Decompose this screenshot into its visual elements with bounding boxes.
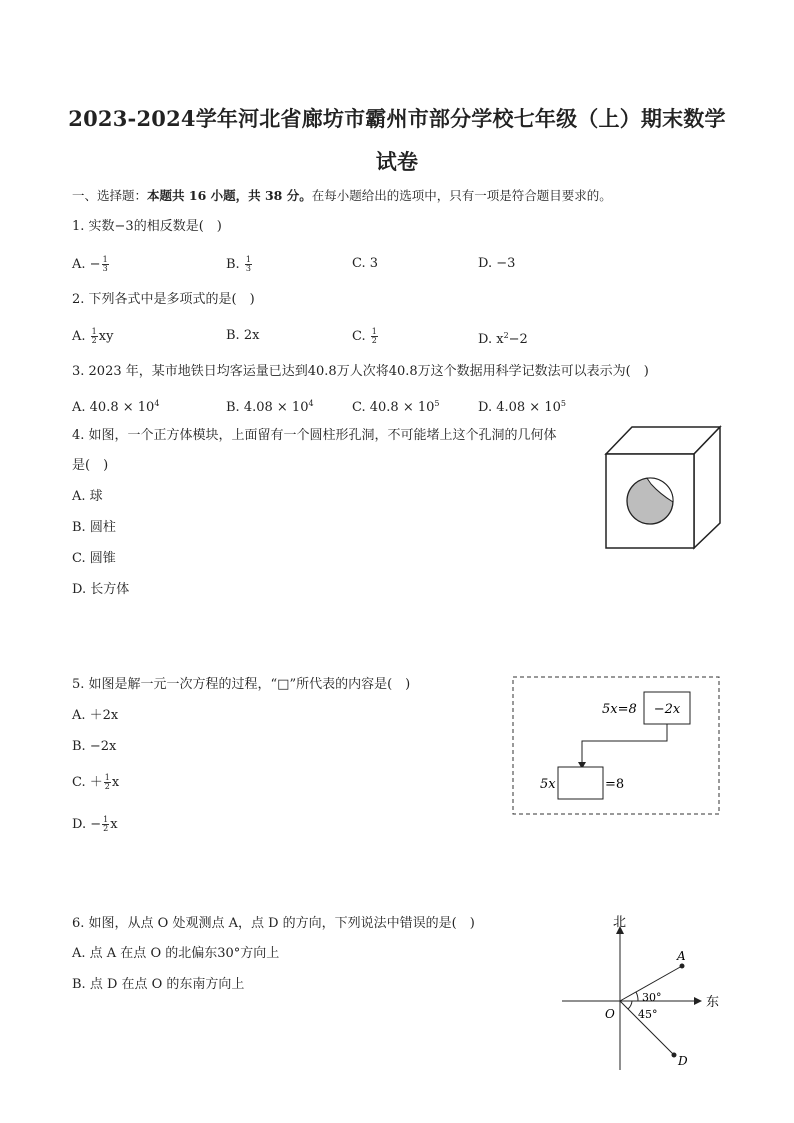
label-angle-30: 30° <box>642 991 662 1004</box>
q5-c-num: 1 <box>104 773 110 782</box>
angle-arc-45 <box>628 1001 632 1009</box>
q4-option-d: D. 长方体 <box>72 582 130 597</box>
fig-left: 5x <box>540 777 556 792</box>
q4-cube-figure <box>604 424 724 552</box>
q3-c-exp: 5 <box>434 399 440 408</box>
q4-option-c: C. 圆锥 <box>72 551 116 566</box>
q2-c-fraction <box>371 328 378 345</box>
q2-d-label: D. x <box>478 332 504 347</box>
q1-a-label: A. <box>72 257 86 272</box>
q1-option-c: C. 3 <box>352 256 379 271</box>
q1-a-den: 3 <box>102 264 108 273</box>
q2-c-label: C. <box>352 329 366 344</box>
q1-b-den: 3 <box>245 264 251 273</box>
q1-a-fraction <box>102 256 109 273</box>
label-O: O <box>605 1007 615 1021</box>
q5-stem: 5. 如图是解一元一次方程的过程，“□”所代表的内容是( ) <box>72 677 411 692</box>
q1-b-fraction <box>245 256 252 273</box>
q1-option-b <box>226 256 253 273</box>
q5-option-b: B. −2x <box>72 739 117 754</box>
angle-arc-30 <box>636 992 638 1001</box>
q3-b-text: B. 4.08 × 10 <box>226 400 309 415</box>
q5-equation-figure <box>512 676 722 816</box>
q5-c-tail: x <box>111 775 120 790</box>
title-line-1: 2023-2024学年河北省廊坊市霸州市部分学校七年级（上）期末数学 <box>68 106 726 131</box>
q3-stem: 3. 2023 年，某市地铁日均客运量已达到40.8万人次将40.8万这个数据用科学记数法可以表示为( ) <box>72 364 649 379</box>
q3-option-d <box>478 396 566 416</box>
q1-a-sign: − <box>89 257 101 272</box>
q3-option-b <box>226 396 314 416</box>
fig-arrow-line <box>582 724 667 764</box>
q5-c-den: 2 <box>104 782 110 791</box>
q1-b-num: 1 <box>245 255 251 264</box>
q3-option-c <box>352 396 440 416</box>
q5-d-tail: x <box>110 817 118 832</box>
q2-c-den: 2 <box>371 336 377 345</box>
q2-a-den: 2 <box>91 336 97 345</box>
q1-stem: 1. 实数−3的相反数是( ) <box>72 219 222 234</box>
label-angle-45: 45° <box>638 1008 658 1021</box>
q2-a-label: A. <box>72 329 86 344</box>
q1-b-label: B. <box>226 257 240 272</box>
q2-option-c <box>352 328 379 345</box>
title-line-2: 试卷 <box>375 149 419 174</box>
q2-d-tail: −2 <box>508 332 528 347</box>
section-desc-bold: 本题共 16 小题，共 38 分。 <box>147 188 312 203</box>
q4-stem-line-1: 4. 如图，一个正方体模块，上面留有一个圆柱形孔洞，不可能堵上这个孔洞的几何体 <box>72 428 557 443</box>
q5-option-a: A. ＋2x <box>72 708 119 723</box>
fig-eq1: 5x=8 <box>602 702 637 717</box>
q3-a-text: A. 40.8 × 10 <box>72 400 155 415</box>
q5-c-label: C. ＋ <box>72 775 103 790</box>
q3-c-text: C. 40.8 × 10 <box>352 400 435 415</box>
q2-a-num: 1 <box>91 327 97 336</box>
label-D: D <box>678 1054 688 1068</box>
q5-c-fraction <box>104 774 111 791</box>
q1-option-a <box>72 256 110 273</box>
q2-option-a <box>72 328 113 345</box>
q6-option-a: A. 点 A 在点 O 的北偏东30°方向上 <box>72 946 280 961</box>
q1-a-num: 1 <box>102 255 108 264</box>
q2-option-d <box>478 328 528 348</box>
q3-d-text: D. 4.08 × 10 <box>478 400 561 415</box>
q3-a-exp: 4 <box>154 399 160 408</box>
label-A: A <box>677 949 686 963</box>
q3-b-exp: 4 <box>308 399 314 408</box>
q2-stem: 2. 下列各式中是多项式的是( ) <box>72 292 255 307</box>
q6-stem: 6. 如图，从点 O 处观测点 A，点 D 的方向，下列说法中错误的是( ) <box>72 916 475 931</box>
point-A <box>680 964 685 969</box>
section-desc: 在每小题给出的选项中，只有一项是符合题目要求的。 <box>311 188 612 203</box>
q5-option-d <box>72 816 118 833</box>
q5-d-fraction <box>102 816 109 833</box>
fig-box-2 <box>558 767 603 799</box>
fig-box-1-text: −2x <box>653 702 681 717</box>
fig-right: =8 <box>605 777 625 792</box>
q2-a-fraction <box>91 328 98 345</box>
label-east: 东 <box>706 995 720 1010</box>
q5-option-c <box>72 774 119 791</box>
q2-option-b: B. 2x <box>226 328 260 343</box>
q4-stem-line-2: 是( ) <box>72 458 109 473</box>
section-prefix: 一、选择题： <box>72 188 148 203</box>
q5-d-num: 1 <box>103 815 109 824</box>
section-header <box>72 188 612 204</box>
label-north: 北 <box>613 915 627 930</box>
point-D <box>672 1053 677 1058</box>
q6-option-b: B. 点 D 在点 O 的东南方向上 <box>72 977 245 992</box>
q4-option-b: B. 圆柱 <box>72 520 116 535</box>
east-arrow <box>694 997 702 1005</box>
q6-direction-figure <box>556 910 726 1075</box>
q2-a-tail: xy <box>98 329 114 344</box>
q5-d-label: D. − <box>72 817 102 832</box>
q2-d-exp: 2 <box>503 331 509 340</box>
q5-d-den: 2 <box>103 824 109 833</box>
q3-option-a <box>72 396 159 416</box>
q2-c-num: 1 <box>371 327 377 336</box>
q4-option-a: A. 球 <box>72 489 103 504</box>
q3-d-exp: 5 <box>560 399 566 408</box>
q1-option-d: D. −3 <box>478 256 516 271</box>
